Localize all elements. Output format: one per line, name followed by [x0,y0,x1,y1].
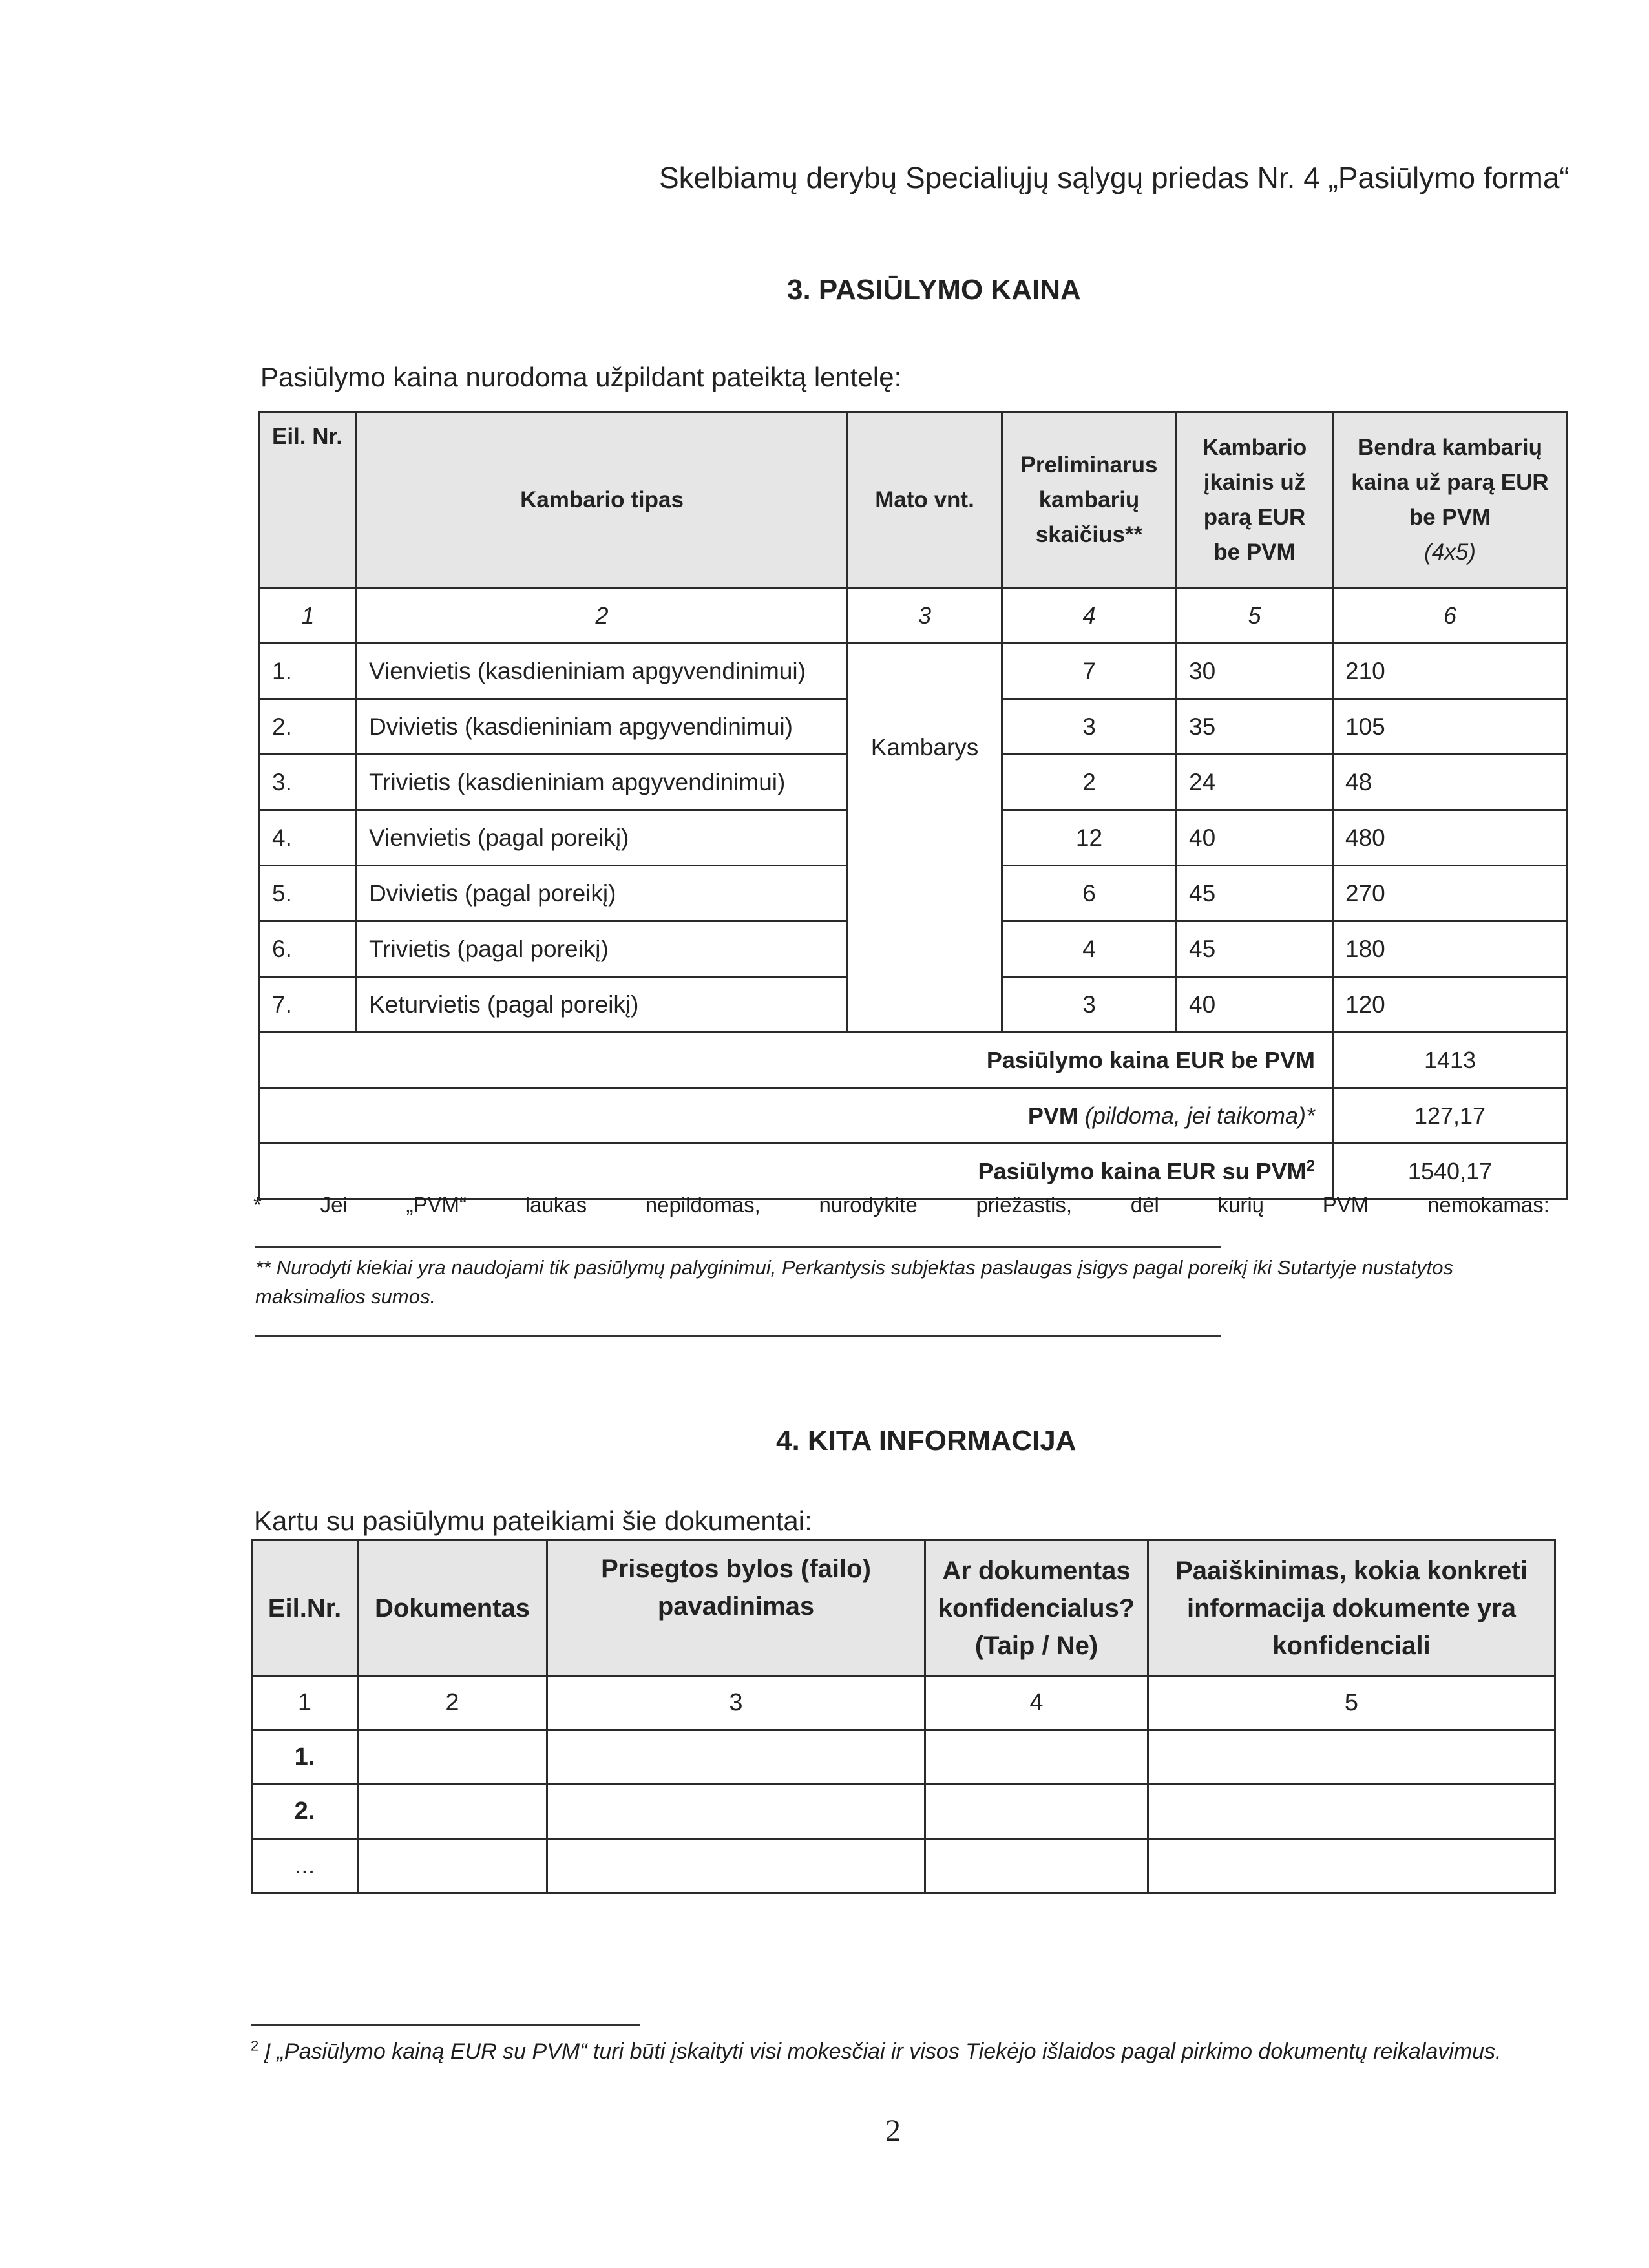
fill-in-line [255,1246,1221,1248]
row-total: 480 [1333,810,1568,866]
row-room-type: Trivietis (kasdieniniam apgyvendinimui) [357,755,848,810]
row-room-type: Vienvietis (kasdieniniam apgyvendinimui) [357,644,848,699]
vat-note [253,1193,1549,1217]
row-nr: 1. [252,1730,358,1785]
section-4-intro: Kartu su pasiūlymu pateikiami šie dokumentai: [254,1506,812,1536]
summary-price-with-vat: 1540,17 [1333,1144,1568,1199]
row-price: 24 [1177,755,1333,810]
row-room-type: Dvivietis (kasdieniniam apgyvendinimui) [357,699,848,755]
empty-cell [925,1785,1148,1839]
row-nr: 2. [252,1785,358,1839]
col-number: 6 [1333,589,1568,644]
footnote-separator [251,2024,640,2026]
vat-note-word: nurodykite [819,1193,918,1217]
col-header-nr: Eil. Nr. [260,412,357,589]
col-number: 2 [357,589,848,644]
empty-cell [547,1785,925,1839]
summary-row-vat [260,1088,1568,1144]
row-total: 270 [1333,866,1568,921]
summary-row-price-no-vat [260,1033,1568,1088]
col-header-nr: Eil.Nr. [252,1540,358,1676]
col-number: 1 [260,589,357,644]
col-number: 5 [1148,1676,1555,1730]
col-number: 3 [547,1676,925,1730]
col-number: 3 [848,589,1002,644]
row-nr: 2. [260,699,357,755]
row-nr: 3. [260,755,357,810]
row-nr: 5. [260,866,357,921]
vat-note-word: kurių [1217,1193,1265,1217]
table-row [252,1785,1555,1839]
row-count: 12 [1002,810,1177,866]
row-count: 2 [1002,755,1177,810]
row-count: 3 [1002,699,1177,755]
summary-label-vat-main: PVM [1027,1102,1078,1129]
col-header-confidential-options: (Taip / Ne) [974,1631,1098,1660]
empty-cell [925,1839,1148,1893]
summary-row-price-with-vat [260,1144,1568,1199]
row-total: 105 [1333,699,1568,755]
col-header-file-name: Prisegtos bylos (failo) pavadinimas [547,1540,925,1676]
row-total: 48 [1333,755,1568,810]
col-header-confidential-label: Ar dokumentas konfidencialus? [938,1556,1135,1622]
footnote-mark: 2 [251,2037,259,2054]
table-row [260,644,1568,699]
row-nr: 7. [260,977,357,1033]
row-count: 3 [1002,977,1177,1033]
documents-table [251,1539,1556,1894]
col-number: 2 [358,1676,547,1730]
footnote-text: Į „Pasiūlymo kainą EUR su PVM“ turi būti įskaityti visi mokesčiai ir visos Tiekėjo išlaidos pagal pirkimo dokumentų reikalavimus. [264,2039,1502,2064]
empty-cell [925,1730,1148,1785]
row-price: 35 [1177,699,1333,755]
col-header-total [1333,412,1568,589]
quantity-note: ** Nurodyti kiekiai yra naudojami tik pasiūlymų palyginimui, Perkantysis subjektas paslaugas įsigys pagal poreikį iki Sutartyje nustatytos maksimalios sumos. [255,1256,1453,1308]
col-header-unit-price: Kambario įkainis už parą EUR be PVM [1177,412,1333,589]
empty-cell [1148,1785,1555,1839]
table-row [252,1839,1555,1893]
vat-note-word: PVM [1322,1193,1369,1217]
vat-note-word: nepildomas, [645,1193,761,1217]
page-number: 2 [885,2114,901,2148]
footnote [251,2035,1555,2068]
row-total: 210 [1333,644,1568,699]
vat-note-word: priežastis, [976,1193,1073,1217]
summary-label-no-vat: Pasiūlymo kaina EUR be PVM [260,1033,1333,1088]
vat-note-word: Jei [320,1193,348,1217]
summary-label-vat [260,1088,1333,1144]
col-header-unit: Mato vnt. [848,412,1002,589]
summary-label-with-vat-text: Pasiūlymo kaina EUR su PVM [978,1158,1307,1184]
row-room-type: Keturvietis (pagal poreikį) [357,977,848,1033]
col-header-document: Dokumentas [358,1540,547,1676]
section-3-title: 3. PASIŪLYMO KAINA [787,274,1081,306]
col-header-explanation: Paaiškinimas, kokia konkreti informacija dokumente yra konfidenciali [1148,1540,1555,1676]
section-3-intro: Pasiūlymo kaina nurodoma užpildant pateiktą lentelę: [260,362,902,392]
col-header-total-formula: (4x5) [1424,540,1476,565]
col-number: 1 [252,1676,358,1730]
row-price: 40 [1177,810,1333,866]
empty-cell [1148,1839,1555,1893]
row-count: 6 [1002,866,1177,921]
vat-note-word: * [253,1193,262,1217]
row-count: 7 [1002,644,1177,699]
row-room-type: Dvivietis (pagal poreikį) [357,866,848,921]
empty-cell [547,1839,925,1893]
empty-cell [358,1785,547,1839]
row-price: 30 [1177,644,1333,699]
row-price: 40 [1177,977,1333,1033]
row-price: 45 [1177,921,1333,977]
footnote-reference: 2 [1306,1157,1315,1175]
row-price: 45 [1177,866,1333,921]
row-total: 180 [1333,921,1568,977]
row-unit: Kambarys [848,644,1002,1033]
col-number: 4 [1002,589,1177,644]
vat-note-word: „PVM“ [406,1193,467,1217]
row-nr: 6. [260,921,357,977]
col-header-count: Preliminarus kambarių skaičius** [1002,412,1177,589]
col-number: 5 [1177,589,1333,644]
vat-note-word: dėl [1130,1193,1159,1217]
summary-label-with-vat [260,1144,1333,1199]
fill-in-line [255,1335,1221,1337]
price-table [258,411,1568,1200]
empty-cell [547,1730,925,1785]
row-nr: 4. [260,810,357,866]
vat-note-word: nemokamas: [1427,1193,1549,1217]
col-number: 4 [925,1676,1148,1730]
row-nr: ... [252,1839,358,1893]
table-row [252,1730,1555,1785]
row-nr: 1. [260,644,357,699]
summary-label-vat-note: (pildoma, jei taikoma)* [1084,1102,1315,1129]
col-header-total-label: Bendra kambarių kaina už parą EUR be PVM [1351,434,1549,530]
row-room-type: Trivietis (pagal poreikį) [357,921,848,977]
document-header: Skelbiamų derybų Specialiųjų sąlygų priedas Nr. 4 „Pasiūlymo forma“ [659,161,1570,194]
col-header-confidential [925,1540,1148,1676]
summary-vat: 127,17 [1333,1088,1568,1144]
col-header-room-type: Kambario tipas [357,412,848,589]
vat-note-word: laukas [525,1193,587,1217]
row-count: 4 [1002,921,1177,977]
section-4-title: 4. KITA INFORMACIJA [776,1425,1077,1456]
summary-price-no-vat: 1413 [1333,1033,1568,1088]
empty-cell [358,1730,547,1785]
row-room-type: Vienvietis (pagal poreikį) [357,810,848,866]
row-total: 120 [1333,977,1568,1033]
empty-cell [358,1839,547,1893]
empty-cell [1148,1730,1555,1785]
